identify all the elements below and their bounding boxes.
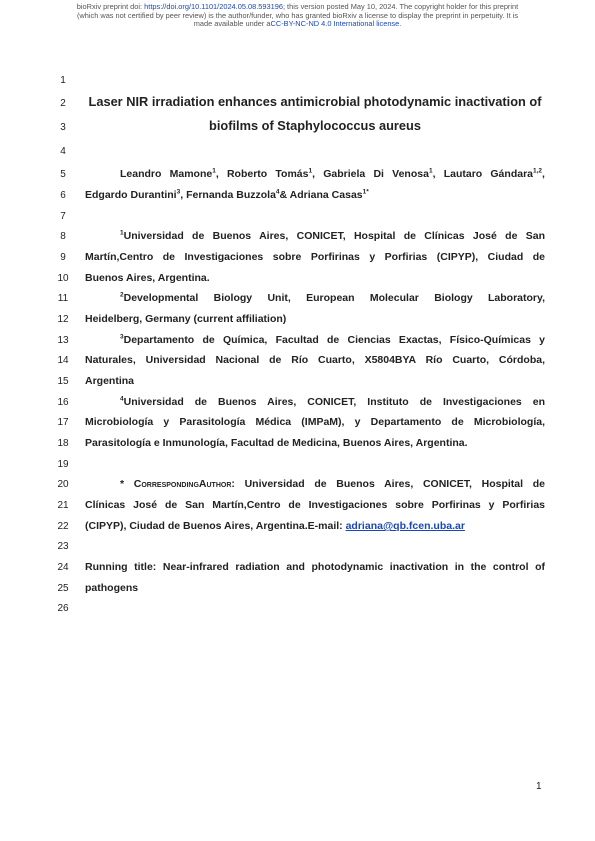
author-affil-mark: 1 [212, 167, 216, 175]
affiliation-number: 3 [120, 333, 124, 341]
author-separator: , [542, 168, 545, 180]
line-number: 7 [60, 211, 66, 222]
line-number: 12 [57, 314, 69, 325]
corresponding-text: Universidad de Buenos Aires, CONICET, Hospital de [234, 478, 545, 490]
affiliation-1-line2: Martín,Centro de Investigaciones sobre Porfirinas y Porfirias (CIPYP), Ciudad de [85, 251, 545, 263]
banner-line1-rest: ; this version posted May 10, 2024. The copyright holder for this preprint [282, 2, 519, 11]
affiliation-number: 2 [120, 291, 124, 299]
corresponding-author-line1 [85, 477, 545, 491]
corresponding-author-line3 [85, 519, 545, 533]
line-number: 22 [57, 521, 69, 532]
running-title-line1: Running title: Near-infrared radiation and photodynamic inactivation in the control of [85, 561, 545, 573]
author-separator: , [215, 168, 227, 180]
affiliation-text: Universidad de Buenos Aires, CONICET, Instituto de Investigaciones en [123, 396, 545, 408]
author-affil-mark: 1,2 [533, 167, 543, 175]
affiliation-text: Departamento de Química, Facultad de Ciencias Exactas, Físico-Químicas y [123, 334, 545, 346]
affiliation-1-line3: Buenos Aires, Argentina. [85, 272, 210, 284]
banner-line3-pre: made available under a [193, 19, 271, 29]
banner-line3-post: . [399, 19, 402, 29]
preprint-banner [55, 3, 540, 29]
author-separator: , [432, 168, 444, 180]
line-number: 14 [57, 355, 69, 366]
line-number: 16 [57, 397, 69, 408]
line-number: 2 [60, 98, 66, 109]
author-name: Adriana Casas [289, 189, 363, 201]
affiliation-text: Developmental Biology Unit, European Molecular Biology Laboratory, [123, 292, 545, 304]
line-number: 4 [60, 146, 66, 157]
affiliation-4-line1 [85, 395, 545, 409]
author-separator: , [312, 168, 324, 180]
author-name: Edgardo Durantini [85, 189, 177, 201]
author-list-line1 [85, 167, 545, 181]
paper-title-line1: Laser NIR irradiation enhances antimicrobial photodynamic inactivation of [88, 94, 542, 109]
affiliation-3-line1 [85, 333, 545, 347]
line-number: 18 [57, 438, 69, 449]
affiliation-3-line3: Argentina [85, 375, 135, 387]
line-number: 11 [57, 293, 69, 304]
page-number: 1 [536, 781, 542, 792]
author-list-line2 [85, 188, 545, 202]
affiliation-4-line3: Parasitología e Inmunología, Facultad de Medicina, Buenos Aires, Argentina. [85, 437, 468, 449]
author-affil-mark: 3 [176, 188, 181, 196]
author-separator: & [279, 189, 290, 201]
line-number: 9 [60, 252, 66, 263]
author-affil-mark: 1 [428, 167, 433, 175]
line-number: 25 [57, 583, 69, 594]
author-name: Roberto Tomás [226, 168, 309, 180]
author-name: Leandro Mamone [120, 168, 213, 180]
line-number: 10 [57, 273, 69, 284]
author-name: Fernanda Buzzola [186, 189, 276, 201]
affiliation-2-line2: Heidelberg, Germany (current affiliation) [85, 313, 287, 325]
running-title-line2: pathogens [85, 582, 139, 594]
line-number: 3 [60, 122, 66, 133]
affiliation-text: Universidad de Buenos Aires, CONICET, Hospital de Clínicas José de San [123, 230, 545, 242]
corresponding-text: (CIPYP), Ciudad de Buenos Aires, Argentina.E-mail: [85, 520, 346, 532]
doi-link[interactable]: https://doi.org/10.1101/2024.05.08.593196 [144, 2, 283, 11]
paper-title-line2: biofilms of Staphylococcus aureus [209, 118, 421, 133]
line-number: 19 [57, 459, 69, 470]
line-number: 20 [57, 479, 69, 490]
affiliation-1-line1 [85, 229, 545, 243]
affiliation-number: 1 [120, 229, 124, 237]
line-number: 13 [57, 335, 69, 346]
corresponding-label: CorrespondingAuthor: [133, 478, 235, 490]
banner-line2: (which was not certified by peer review) is the author/funder, who has granted bioRxiv a license to display the preprint in perpetuity. It is [76, 10, 519, 20]
banner-lead: bioRxiv preprint doi: [76, 2, 143, 11]
line-number: 24 [57, 562, 69, 573]
affiliation-2-line1 [85, 291, 545, 305]
corresponding-author-line2: Clínicas José de San Martín,Centro de Investigaciones sobre Porfirinas y Porfirias [85, 499, 545, 511]
line-number: 17 [57, 417, 69, 428]
author-name: Gabriela Di Venosa [323, 168, 429, 180]
author-name: Lautaro Gándara [443, 168, 533, 180]
author-affil-mark: 1 [308, 167, 313, 175]
affiliation-3-line2: Naturales, Universidad Nacional de Río Cuarto, X5804BYA Río Cuarto, Córdoba, [85, 354, 545, 366]
line-number: 5 [60, 169, 66, 180]
line-number: 8 [60, 231, 66, 242]
affiliation-4-line2: Microbiología y Parasitología Médica (IMPaM), y Departamento de Microbiología, [85, 416, 545, 428]
affiliation-number: 4 [120, 395, 124, 403]
line-number: 23 [57, 541, 69, 552]
line-number: 21 [57, 500, 69, 511]
corresponding-star: * [120, 478, 134, 490]
line-number: 6 [60, 190, 66, 201]
email-link[interactable]: adriana@qb.fcen.uba.ar [345, 520, 465, 532]
license-link[interactable]: CC-BY-NC-ND 4.0 International license [270, 19, 400, 29]
line-number: 1 [60, 75, 66, 86]
author-separator: , [180, 189, 187, 201]
author-affil-mark: 1* [362, 188, 369, 196]
line-number: 26 [57, 603, 69, 614]
line-number: 15 [57, 376, 69, 387]
author-affil-mark: 4 [275, 188, 280, 196]
